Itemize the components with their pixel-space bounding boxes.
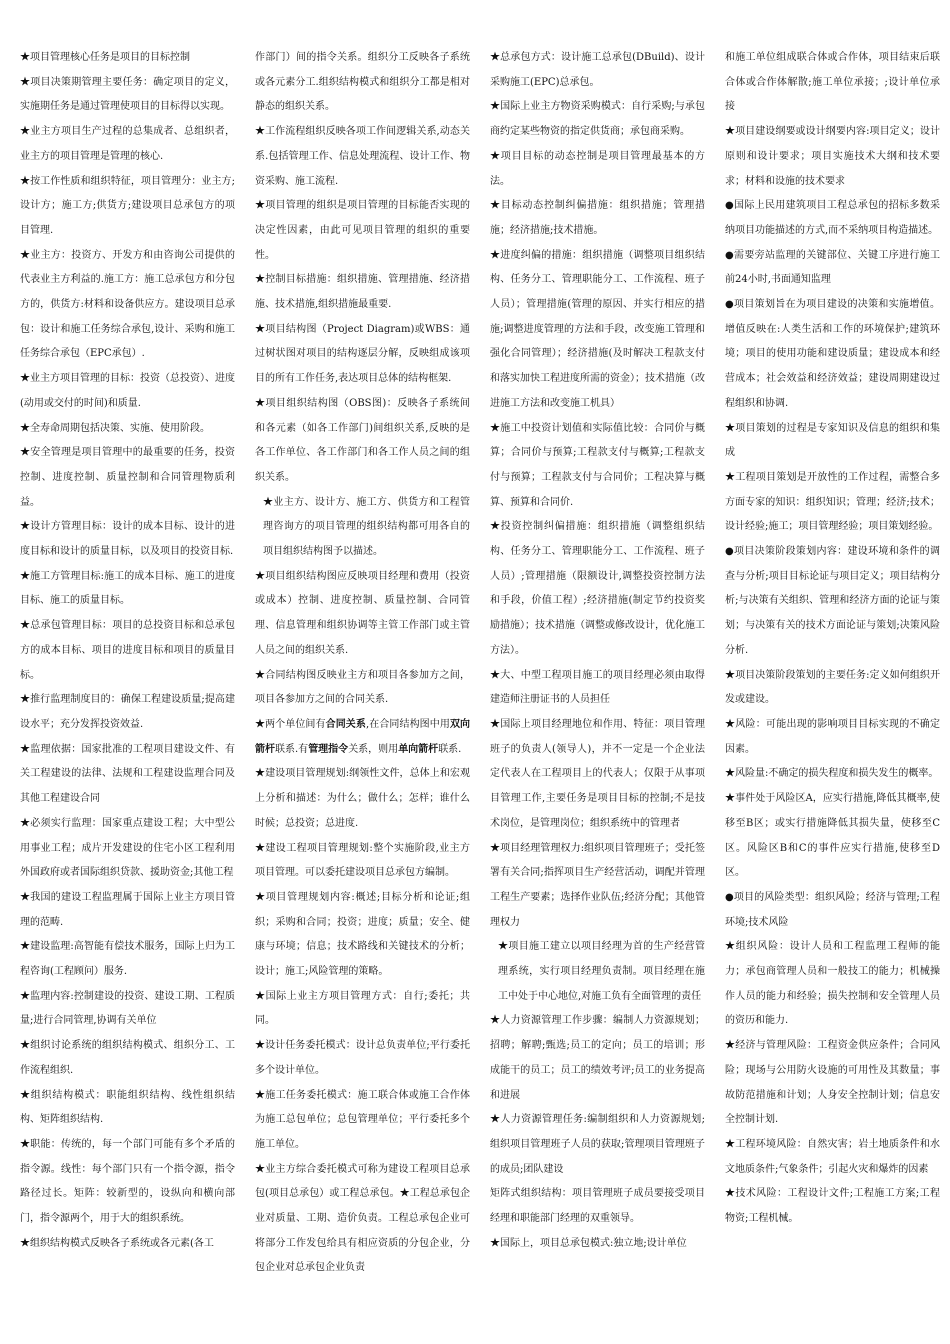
text-paragraph: 和施工单位组成联合体或合作体，项目结束后联合体或合作体解散;施工单位承接；;设计单位承接 xyxy=(725,52,940,113)
text-paragraph: ★人力资源管理工作步骤：编制人力资源规划；招聘；解聘;甄选;员工的定向；员工的培训；形成能干的员工；员工的绩效考评;员工的业务提高和进展 xyxy=(490,1015,705,1101)
text-paragraph: ★大、中型工程项目施工的项目经理必须由取得建造师注册证书的人员担任 xyxy=(490,669,705,706)
text-paragraph: ★事件处于风险区A，应实行措施,降低其概率,使移至B区；或实行措施降低其损失量，使移至C区。风险区B和C的事件应实行措施,使移至D区。 xyxy=(725,793,940,879)
text-paragraph: ★进度纠偏的措施：组织措施（调整项目组织结构、任务分工、管理职能分工、工作流程、班子人员）；管理措施(管理的原因、并实行相应的措施;调整进度管理的方法和手段，改变施工管理和强化合同管理）；经济措施(及时解决工程款支付和落实加快工程进度所需的资金）；技术措施（改进施工方法和改变施工机具） xyxy=(490,249,705,409)
column-1 xyxy=(20,46,235,1336)
text-paragraph: ★控制目标措施：组织措施、管理措施、经济措施、技术措施,组织措施最重要. xyxy=(255,274,470,311)
text-paragraph: ★国际上业主方物资采购模式：自行采购;与承包商约定某些物资的指定供货商；承包商采购。 xyxy=(490,101,705,138)
text-paragraph: ★项目经理管理权力:组织项目管理班子；受托签署有关合同;指挥项目生产经营活动，调配并管理工程生产要素；选择作业队伍;经济分配；其他管理权力 xyxy=(490,842,705,928)
text-paragraph: ★业主方项目生产过程的总集成者、总组织者，业主方的项目管理是管理的核心. xyxy=(20,126,235,162)
text-paragraph: ★国际上业主方项目管理方式：自行;委托；共同。 xyxy=(255,990,470,1027)
text-paragraph: ★组织结构模式：职能组织结构、线性组织结构、矩阵组织结构. xyxy=(20,1089,235,1126)
text-paragraph: ★项目组织结构图（OBS图)：反映各子系统间和各元素（如各工作部门)间组织关系,反映的是各工作单位、各工作部门和各工作人员之间的组织关系。 xyxy=(255,397,470,483)
text-paragraph: ●需要旁站监理的关键部位、关键工序进行施工前24小时,书面通知监理 xyxy=(725,249,940,286)
text-paragraph: ★业主方、设计方、施工方、供货方和工程管理咨询方的项目管理的组织结构都可用各自的项目组织结构图予以描述。 xyxy=(263,496,470,558)
text-paragraph: ★国际上项目经理地位和作用、特征：项目管理班子的负责人(领导人)，并不一定是一个企业法定代表人在工程项目上的代表人；仅限于从事项目管理工作,主要任务是项目目标的控制;不是技术岗位，是管理岗位；组织系统中的管理者 xyxy=(490,718,705,829)
text-paragraph: ★业主方项目管理的目标：投资（总投资）、进度(动用或交付的时间)和质量. xyxy=(20,373,235,409)
text-paragraph: ★安全管理是项目管理中的最重要的任务，投资控制、进度控制、质量控制和合同管理物质利益。 xyxy=(20,447,235,508)
text-paragraph: ★施工方管理目标:施工的成本目标、施工的进度目标、施工的质量目标。 xyxy=(20,570,235,607)
text-paragraph: ★风险：可能出现的影响项目目标实现的不确定因素。 xyxy=(725,718,940,755)
text-paragraph: ★人力资源管理任务:编制组织和人力资源规划;组织项目管理班子人员的获取;管理项目管理班子的成员;团队建设 xyxy=(490,1114,705,1175)
text-paragraph: 作部门）间的指令关系。组织分工反映各子系统或各元素分工.组织结构模式和组织分工都是相对静态的组织关系。 xyxy=(255,52,470,113)
text-paragraph: ★按工作性质和组织特征，项目管理分：业主方;设计方；施工方;供货方;建设项目总承包方的项目管理. xyxy=(20,175,235,236)
text-paragraph: ★风险量:不确定的损失程度和损失发生的概率。 xyxy=(725,768,939,780)
text-paragraph: ★项目建设纲要或设计纲要内容:项目定义；设计原则和设计要求；项目实施技术大纲和技术要求；材料和设施的技术要求 xyxy=(725,126,940,187)
text-paragraph: ★项目施工建立以项目经理为首的生产经营管理系统，实行项目经理负责制。项目经理在施工中处于中心地位,对施工负有全面管理的责任 xyxy=(498,941,705,1002)
text-paragraph: ★业主方：投资方、开发方和由咨询公司提供的代表业主方利益的.施工方：施工总承包方和分包方的，供货方:材料和设备供应方。建设项目总承包：设计和施工任务综合承包,设计、采购和施工任务综合承包（EPC承包）. xyxy=(20,249,235,360)
text-paragraph: ★施工任务委托模式：施工联合体或施工合作体为施工总包单位；总包管理单位；平行委托多个施工单位。 xyxy=(255,1089,470,1150)
text-paragraph: ★两个单位间有合同关系,在合同结构图中用双向箭杆联系.有管理指令关系，则用单向箭杆联系. xyxy=(255,718,470,755)
text-paragraph: ●项目决策阶段策划内容：建设环境和条件的调查与分析;项目目标论证与项目定义；项目结构分析;与决策有关组织、管理和经济方面的论证与策划；与决策有关的技术方面论证与策划;决策风险分析. xyxy=(725,546,940,656)
text-paragraph: ★设计方管理目标：设计的成本目标、设计的进度目标和设计的质量目标，以及项目的投资目标. xyxy=(20,521,235,558)
text-paragraph: ★工程项目策划是开放性的工作过程，需整合多方面专家的知识：组织知识；管理；经济;技术；设计经验;施工；项目管理经验；项目策划经验。 xyxy=(725,471,940,533)
text-paragraph: ★监理内容:控制建设的投资、建设工期、工程质量;进行合同管理,协调有关单位 xyxy=(20,990,235,1027)
text-paragraph: ★组织结构模式反映各子系统或各元素(各工 xyxy=(20,1237,214,1249)
text-paragraph: ★组织讨论系统的组织结构模式、组织分工、工作流程组织. xyxy=(20,1040,235,1076)
text-paragraph: ★总承包方式：设计施工总承包(DBuild)、设计采购施工(EPC)总承包。 xyxy=(490,52,705,88)
text-paragraph: ★建设监理:高智能有偿技术服务，国际上归为工程咨询(工程顾问）服务. xyxy=(20,941,235,978)
text-paragraph: ★项目管理规划内容:概述;目标分析和论证;组织；采购和合同；投资；进度；质量；安全、健康与环境；信息；技术路线和关键技术的分析；设计；施工;风险管理的策略。 xyxy=(255,891,470,978)
text-paragraph: ★经济与管理风险：工程资金供应条件；合同风险；现场与公用防火设施的可用性及其数量；事故防范措施和计划；人身安全控制计划；信息安全控制计划. xyxy=(725,1040,940,1126)
column-3 xyxy=(490,46,705,1336)
text-paragraph: ★职能：传统的，每一个部门可能有多个矛盾的指令源。线性：每个部门只有一个指令源，指令路径过长。矩阵：较新型的，设纵向和横向部门，指令源两个，用于大的组织系统。 xyxy=(20,1138,235,1225)
text-paragraph: ★目标动态控制纠偏措施：组织措施；管理措施；经济措施;技术措施。 xyxy=(490,200,705,236)
text-paragraph: ★施工中投资计划值和实际值比较：合同价与概算；合同价与预算;工程款支付与概算;工程款支付与预算；工程款支付与合同价；工程决算与概算、预算和合同价. xyxy=(490,422,705,508)
text-paragraph: ★建设项目管理规划:纲领性文件，总体上和宏观上分析和描述：为什么；做什么；怎样；谁什么时候；总投资；总进度. xyxy=(255,768,470,829)
text-paragraph: ★工程环境风险：自然灾害；岩土地质条件和水文地质条件;气象条件；引起火灾和爆炸的因素 xyxy=(725,1138,940,1175)
text-paragraph: ★项目决策期管理主要任务：确定项目的定义，实施期任务是通过管理使项目的目标得以实现。 xyxy=(20,76,235,113)
text-paragraph: ★项目结构图（Project Diagram)或WBS：通过树状图对项目的结构逐层分解，反映组成该项目的所有工作任务,表达项目总体的结构框架. xyxy=(255,323,470,385)
text-paragraph: ★总承包管理目标：项目的总投资目标和总承包方的成本目标、项目的进度目标和项目的质量目标。 xyxy=(20,620,235,681)
text-paragraph: ★必须实行监理：国家重点建设工程；大中型公用事业工程；成片开发建设的住宅小区工程利用外国政府或者国际组织贷款、援助资金;其他工程 xyxy=(20,817,235,879)
column-4 xyxy=(725,46,940,1336)
text-paragraph: ★设计任务委托模式：设计总负责单位;平行委托多个设计单位。 xyxy=(255,1040,470,1076)
text-paragraph: ★组织风险：设计人员和工程监理工程师的能力；承包商管理人员和一般技工的能力；机械操作人员的能力和经验；损失控制和安全管理人员的资历和能力. xyxy=(725,941,940,1027)
text-paragraph: ●项目的风险类型：组织风险；经济与管理;工程环境;技术风险 xyxy=(725,891,940,928)
text-paragraph: ★项目策划的过程是专家知识及信息的组织和集成 xyxy=(725,422,940,459)
text-paragraph: ★全寿命周期包括决策、实施、使用阶段。 xyxy=(20,422,210,434)
text-paragraph: ★项目管理核心任务是项目的目标控制 xyxy=(20,52,190,63)
text-paragraph: ★项目管理的组织是项目管理的目标能否实现的决定性因素，由此可见项目管理的组织的重要性。 xyxy=(255,200,470,261)
text-paragraph: ★推行监理制度目的：确保工程建设质量;提高建设水平；充分发挥投资效益. xyxy=(20,694,235,730)
text-paragraph: ★项目组织结构图应反映项目经理和费用（投资或成本）控制、进度控制、质量控制、合同管理、信息管理和组织协调等主管工作部门或主管人员之间的组织关系. xyxy=(255,570,470,656)
text-paragraph: ●国际上民用建筑项目工程总承包的招标多数采纳项目功能描述的方式,而不采纳项目构造描述。 xyxy=(725,200,940,236)
text-paragraph: ★合同结构图反映业主方和项目各参加方之间，项目各参加方之间的合同关系. xyxy=(255,669,470,706)
text-paragraph: ★工作流程组织反映各项工作间逻辑关系,动态关系.包括管理工作、信息处理流程、设计工作、物资采购、施工流程. xyxy=(255,126,470,187)
text-paragraph: ★建设工程项目管理规划:整个实施阶段,业主方项目管理。可以委托建设项目总承包方编制。 xyxy=(255,842,470,879)
text-paragraph: ★我国的建设工程监理属于国际上业主方项目管理的范畴. xyxy=(20,891,235,928)
text-paragraph: ★项目目标的动态控制是项目管理最基本的方法。 xyxy=(490,150,705,187)
text-paragraph: ●项目策划旨在为项目建设的决策和实施增值。增值反映在:人类生活和工作的环境保护;建筑环境；项目的使用功能和建设质量；建设成本和经营成本；社会效益和经济效益；建设周期建设过程组织和协调. xyxy=(725,299,940,409)
document-page xyxy=(20,46,946,1336)
text-paragraph: ★项目决策阶段策划的主要任务:定义如何组织开发或建设。 xyxy=(725,669,940,706)
text-paragraph: ★业主方综合委托模式可称为建设工程项目总承包(项目总承包）或工程总承包。★工程总承包企业对质量、工期、造价负责。工程总承包企业可将部分工作发包给具有相应资质的分包企业，分包企业对总承包企业负责 xyxy=(255,1163,470,1274)
text-paragraph: ★投资控制纠偏措施：组织措施（调整组织结构、任务分工、管理职能分工、工作流程、班子人员）;管理措施（限额设计,调整投资控制方法和手段，价值工程）;经济措施(制定节约投资奖励措施）；技术措施（调整或修改设计，优化施工方法）。 xyxy=(490,521,705,656)
text-paragraph: ★监理依据：国家批准的工程项目建设文件、有关工程建设的法律、法规和工程建设监理合同及其他工程建设合同 xyxy=(20,743,235,805)
column-2 xyxy=(255,46,470,1336)
text-paragraph: ★技术风险：工程设计文件;工程施工方案;工程物资;工程机械。 xyxy=(725,1188,940,1225)
text-paragraph: ★国际上，项目总承包模式:独立地;设计单位 xyxy=(490,1237,687,1249)
text-paragraph: 矩阵式组织结构：项目管理班子成员要接受项目经理和职能部门经理的双重领导。 xyxy=(490,1188,705,1225)
